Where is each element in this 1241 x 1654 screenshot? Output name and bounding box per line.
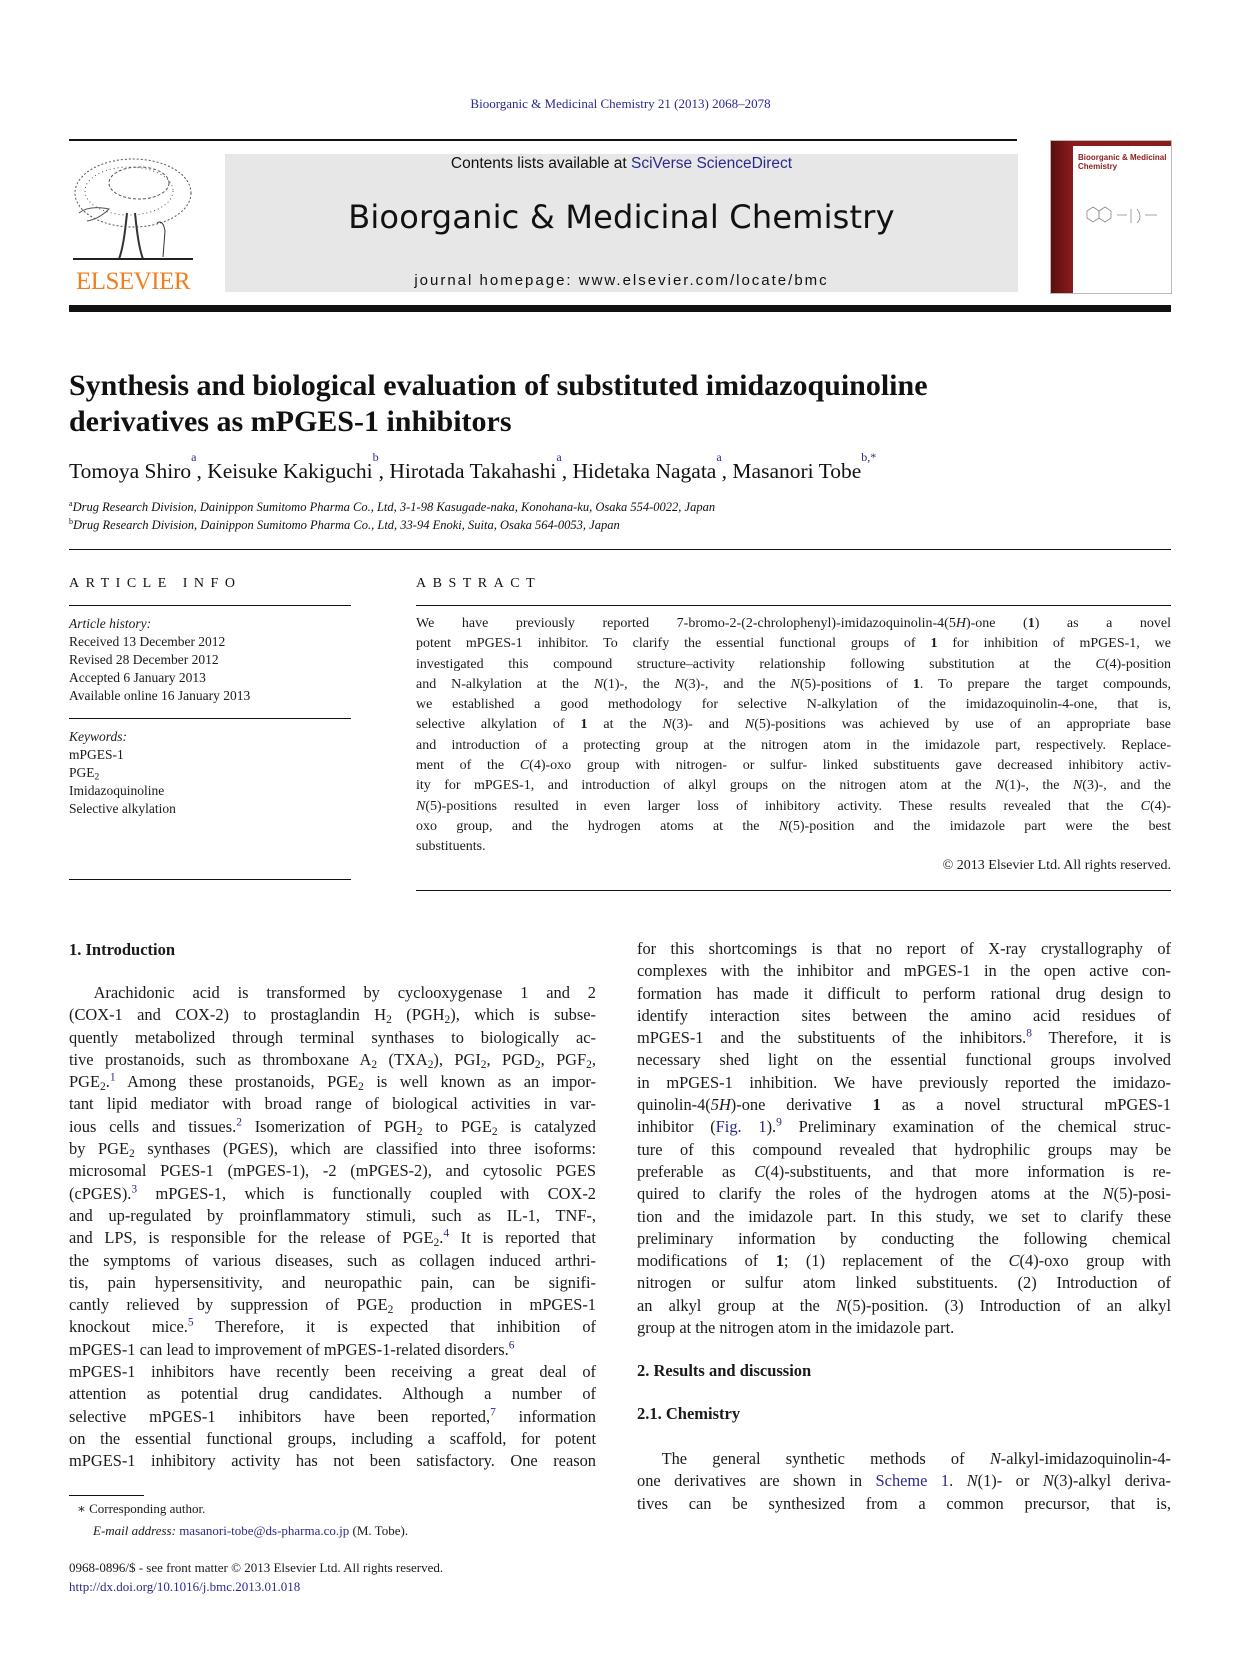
- keyword: Selective alkylation: [69, 801, 176, 816]
- abstract-copyright: © 2013 Elsevier Ltd. All rights reserved.: [942, 858, 1171, 873]
- abstract-bottom-rule: [416, 890, 1171, 891]
- text-line: by $PGE_2$ synthases (PGES), which are classified into three isoforms:: [69, 1139, 597, 1160]
- text-line: (COX-1 and COX-2) to prostaglandin $H_2$ $(PGH_2)$, which is subse-: [69, 1005, 596, 1027]
- text-line: tive prostanoids, such as thromboxane $A_2$ $(TXA_2)$, $PGI_2$, $PGD_2$, $PGF_2$,: [69, 1049, 596, 1071]
- text-line: nitrogen or sulfur atom linked substituents. (2) Introduction of: [637, 1273, 1171, 1293]
- text-line: mPGES-1 inhibitory activity has not been satisfactory. One reason: [69, 1451, 596, 1471]
- doi-link[interactable]: http://dx.doi.org/10.1016/j.bmc.2013.01.018: [69, 1579, 301, 1594]
- text-line: the symptoms of various diseases, such as collagen induced arthri-: [69, 1250, 596, 1270]
- author-name: Tomoya Shiro: [69, 459, 192, 483]
- text-line: Arachidonic acid is transformed by cyclooxygenase 1 and 2: [69, 983, 596, 1002]
- author-name: Keisuke Kakiguchi: [207, 459, 373, 483]
- keyword: Imidazoquinoline: [69, 783, 165, 798]
- affiliation-b: $^b$Drug Research Division, Dainippon Sumitomo Pharma Co., Ltd, 33-94 Enoki, Suita, Osaka 564-0053, Japan: [69, 516, 620, 532]
- email-note: E-mail address: masanori-tobe@ds-pharma.co.jp (M. Tobe).: [93, 1523, 409, 1538]
- text-line: one derivatives are shown in Scheme 1. N(1)- or N(3)-alkyl deriva-: [637, 1471, 1171, 1491]
- text-line: and up-regulated by proinflammatory stimuli, such as IL-1, TNF-,: [69, 1205, 596, 1225]
- text-line: mPGES-1 inhibitors have recently been receiving a great deal of: [69, 1362, 596, 1382]
- affiliation-marker[interactable]: b: [372, 450, 379, 464]
- reference-link[interactable]: 5: [187, 1316, 194, 1329]
- text-line: ture of this compound revealed that hydrophilic groups may be: [637, 1139, 1171, 1159]
- journal-cover-thumbnail: [1050, 140, 1172, 294]
- affiliation-marker[interactable]: a: [716, 450, 722, 464]
- article-title: Synthesis and biological evaluation of substituted imidazoquinoline derivatives as mPGES-1 inhibitors: [69, 369, 928, 438]
- text-line: (cPGES).$^3$ mPGES-1, which is functionally coupled with COX-2: [69, 1183, 596, 1203]
- affiliation-marker[interactable]: a: [556, 450, 562, 464]
- figure-link[interactable]: Scheme 1: [875, 1471, 950, 1491]
- text-line: in mPGES-1 inhibition. We have previously reported the imidazo-: [637, 1072, 1171, 1092]
- text-line: complexes with the inhibitor and mPGES-1 in the open active con-: [637, 961, 1171, 981]
- journal-title: Bioorganic & Medicinal Chemistry: [348, 198, 895, 236]
- text-line: on the essential functional groups, including a scaffold, for potent: [69, 1428, 596, 1448]
- text-line: quinolin-4(5H)-one derivative 1 as a novel structural mPGES-1: [637, 1095, 1171, 1115]
- section-2-heading: 2. Results and discussion: [637, 1361, 812, 1380]
- text-line: preliminary information by conducting the following chemical: [637, 1228, 1171, 1248]
- affiliation-marker[interactable]: b,*: [861, 450, 877, 464]
- text-line: $PGE_2.^1$ Among these prostanoids, $PGE_2$ is well known as an impor-: [69, 1071, 596, 1094]
- text-line: tant lipid mediator with broad range of biological activities in var-: [69, 1094, 596, 1114]
- text-line: The general synthetic methods of N-alkyl-imidazoquinolin-4-: [637, 1449, 1171, 1468]
- reference-link[interactable]: 8: [1026, 1027, 1032, 1040]
- header-rule: [69, 139, 1017, 141]
- text-line: cantly relieved by suppression of $PGE_2$ production in mPGES-1: [69, 1295, 596, 1317]
- cover-spine: [1051, 141, 1073, 293]
- text-line: ious cells and tissues.$^2$ Isomerization of $PGH_2$ to $PGE_2$ is catalyzed: [69, 1116, 596, 1138]
- journal-homepage[interactable]: journal homepage: www.elsevier.com/locate/bmc: [414, 272, 829, 289]
- text-line: investigated this compound structure–activity relationship following substitution at the C(4)-position: [416, 656, 1171, 672]
- text-line: oxo group, and the hydrogen atoms at the N(5)-position and the imidazole part were the best: [416, 818, 1171, 834]
- text-line: N(5)-positions resulted in even larger loss of inhibitory activity. These results revealed that the C(4)-: [416, 798, 1171, 814]
- contents-line: Contents lists available at SciVerse ScienceDirect: [450, 155, 793, 172]
- text-line: inhibitor (Fig. 1).$^9$ Preliminary examination of the chemical struc-: [637, 1116, 1171, 1137]
- email-link[interactable]: masanori-tobe@ds-pharma.co.jp: [179, 1523, 350, 1538]
- tree-icon: [69, 153, 197, 265]
- text-line: and N-alkylation at the N(1)-, the N(3)-, and the N(5)-positions of 1. To prepare the target compounds,: [416, 676, 1171, 692]
- reference-link[interactable]: 9: [776, 1116, 782, 1129]
- text-line: tion and the imidazole part. In this study, we set to clarify these: [637, 1206, 1171, 1226]
- text-line: selective mPGES-1 inhibitors have been reported,$^7$ information: [69, 1406, 596, 1426]
- text-line: potent mPGES-1 inhibitor. To clarify the essential functional groups of 1 for inhibition of mPGES-1, we: [416, 636, 1172, 652]
- text-line: identify interaction sites between the amino acid residues of: [637, 1005, 1171, 1025]
- abstract-rule: [416, 605, 1171, 606]
- text-line: and LPS, is responsible for the release of $PGE_2.^4$ It is reported that: [69, 1227, 596, 1250]
- abstract-body: [416, 614, 1171, 858]
- sciencedirect-link[interactable]: SciVerse ScienceDirect: [630, 155, 793, 172]
- chemistry-text: [637, 1448, 1171, 1515]
- text-line: tives can be synthesized from a common precursor, that is,: [637, 1493, 1171, 1513]
- author-list: Tomoya Shiro$^a$, Keisuke Kakiguchi$^b$, Hirotada Takahashi$^a$, Hidetaka Nagata$^a$, Masanori Tobe$^{b,*}$: [69, 450, 877, 483]
- info-rule-2: [69, 718, 351, 719]
- text-line: knockout mice.$^5$ Therefore, it is expected that inhibition of: [69, 1316, 596, 1337]
- text-line: mPGES-1 and the substituents of the inhibitors.$^8$ Therefore, it is: [637, 1027, 1171, 1048]
- info-rule-3: [69, 879, 351, 880]
- journal-citation[interactable]: Bioorganic & Medicinal Chemistry 21 (2013) 2068–2078: [470, 96, 771, 111]
- text-line: quently metabolized through terminal synthases to biologically ac-: [69, 1027, 596, 1047]
- cover-title: Bioorganic & Medicinal Chemistry: [1078, 153, 1167, 171]
- text-line: modifications of 1; (1) replacement of the C(4)-oxo group with: [637, 1251, 1171, 1271]
- author-name: Masanori Tobe: [732, 459, 862, 483]
- text-line: an alkyl group at the N(5)-position. (3) Introduction of an alkyl: [637, 1295, 1171, 1315]
- front-matter: 0968-0896/$ - see front matter © 2013 Elsevier Ltd. All rights reserved.: [69, 1560, 444, 1575]
- reference-link[interactable]: 7: [490, 1406, 496, 1419]
- article-history: Article history: Received 13 December 2012 Revised 28 December 2012 Accepted 6 January 2013 Available online 16 January 2013: [69, 616, 251, 703]
- text-line: quired to clarify the roles of the hydrogen atoms at the N(5)-posi-: [637, 1184, 1171, 1204]
- text-line: attention as potential drug candidates. Although a number of: [69, 1384, 596, 1404]
- text-line: tis, pain hypersensitivity, and neuropathic pain, can be signifi-: [69, 1272, 596, 1292]
- cover-topbar: [1073, 141, 1171, 146]
- text-line: and introduction of a protecting group at the nitrogen atom in the imidazole part, respectively. Replace-: [416, 737, 1171, 753]
- journal-banner: [225, 154, 1018, 292]
- text-line: microsomal PGES-1 (mPGES-1), -2 (mPGES-2), and cytosolic PGES: [69, 1161, 596, 1181]
- reference-link[interactable]: 6: [508, 1339, 515, 1352]
- introduction-text: [69, 982, 596, 1473]
- elsevier-logo: [69, 153, 197, 296]
- text-line: selective alkylation of 1 at the N(3)- and N(5)-positions was achieved by use of an appropriate base: [416, 717, 1172, 733]
- article-info-heading: ARTICLE INFO: [69, 576, 242, 591]
- text-line: mPGES-1 can lead to improvement of mPGES-1-related disorders.$^6$: [69, 1339, 515, 1359]
- keyword-list: [69, 746, 351, 818]
- text-line: we established a good methodology for selective N-alkylation of the imidazoquinolin-4-one, that is,: [416, 697, 1171, 713]
- keywords: Keywords: mPGES-1 $PGE_2$ Imidazoquinoline Selective alkylation: [69, 728, 351, 818]
- section-1-heading: 1. Introduction: [69, 940, 176, 959]
- keyword: $PGE_2$: [69, 765, 100, 783]
- text-line: ment of the C(4)-oxo group with nitrogen- or sulfur- linked substituents gave decreased inhibitory activ-: [416, 758, 1172, 774]
- elsevier-wordmark: ELSEVIER: [75, 268, 191, 295]
- reference-link[interactable]: 4: [443, 1227, 450, 1240]
- footnote-rule: [69, 1495, 144, 1496]
- affiliation-a: $^a$Drug Research Division, Dainippon Sumitomo Pharma Co., Ltd, 3-1-98 Kasugade-naka, Konohana-ku, Osaka 554-0022, Japan: [69, 498, 716, 514]
- corresponding-author-note: ∗ Corresponding author.: [77, 1501, 206, 1516]
- info-rule-1: [69, 605, 351, 606]
- text-line: formation has made it difficult to perform rational drug design to: [637, 983, 1171, 1003]
- text-line: group at the nitrogen atom in the imidazole part.: [637, 1318, 955, 1338]
- text-line: preferable as C(4)-substituents, and that more information is re-: [637, 1161, 1171, 1181]
- text-line: ity for mPGES-1, and introduction of alkyl groups on the nitrogen atom at the N(1)-, the N(3)-, and the: [416, 778, 1172, 794]
- section-2-1-heading: 2.1. Chemistry: [637, 1404, 741, 1423]
- text-line: substituents.: [416, 839, 486, 855]
- text-line: We have previously reported 7-bromo-2-(2-chrolophenyl)-imidazoquinolin-4(5H)-one (1) as a novel: [416, 616, 1171, 631]
- keyword: mPGES-1: [69, 747, 124, 762]
- affiliation-marker[interactable]: a: [191, 450, 197, 464]
- text-line: for this shortcomings is that no report of X-ray crystallography of: [637, 939, 1171, 958]
- figure-link[interactable]: Fig. 1: [715, 1117, 767, 1137]
- reference-link[interactable]: 2: [236, 1116, 242, 1129]
- molecule-icon: [1081, 203, 1161, 229]
- introduction-text-continued: [637, 938, 1171, 1339]
- reference-link[interactable]: 1: [109, 1071, 116, 1084]
- reference-link[interactable]: 3: [131, 1183, 138, 1196]
- affiliation-rule: [69, 549, 1171, 550]
- text-line: necessary shed light on the essential functional groups involved: [637, 1050, 1171, 1070]
- author-name: Hidetaka Nagata: [572, 459, 717, 483]
- author-name: Hirotada Takahashi: [389, 459, 557, 483]
- header-thick-rule: [69, 305, 1171, 312]
- abstract-heading: ABSTRACT: [416, 576, 542, 591]
